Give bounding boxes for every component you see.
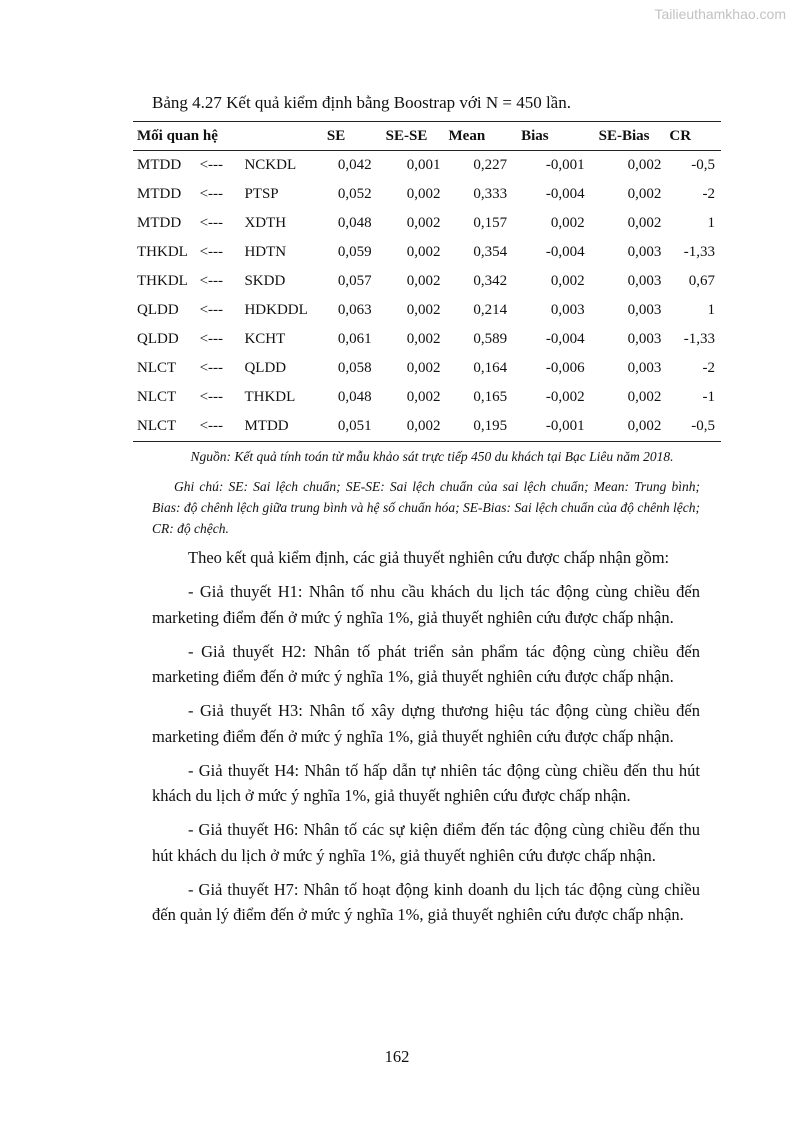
cell-cr: -2: [702, 186, 715, 202]
cell-se-se: 0,002: [406, 389, 441, 405]
cell-from: NLCT: [137, 360, 177, 376]
paragraph: - Giả thuyết H2: Nhân tố phát triển sản phẩm tác động cùng chiều đến marketing điểm đến ở mức ý nghĩa 1%, giả thuyết nghiên cứu được chấp nhận.: [152, 641, 700, 686]
cell-se-bias: 0,003: [627, 273, 662, 289]
cell-se-se: 0,002: [406, 244, 441, 260]
cell-to: HDTN: [244, 244, 287, 260]
cell-to: NCKDL: [244, 157, 297, 173]
table-header-row: [133, 122, 721, 151]
cell-bias: -0,004: [545, 244, 585, 260]
table-row: [133, 296, 721, 325]
cell-cr: -1,33: [683, 331, 715, 347]
cell-mean: 0,214: [473, 302, 508, 318]
glossary-note: Ghi chú: SE: Sai lệch chuẩn; SE-SE: Sai lệch chuẩn của sai lệch chuẩn; Mean: Trung bình; Bias: độ chênh lệch giữa trung bình và hệ số chuẩn hóa; SE-Bias: Sai lệch chuẩn của độ chênh lệch; CR: độ chệch.: [152, 479, 700, 536]
cell-se-se: 0,002: [406, 186, 441, 202]
watermark-text: Tailieuthamkhao.com: [654, 6, 786, 22]
cell-se: 0,061: [337, 331, 372, 347]
table-row: [133, 354, 721, 383]
cell-mean: 0,195: [473, 418, 508, 434]
cell-se: 0,048: [337, 389, 372, 405]
cell-mean: 0,164: [473, 360, 508, 376]
cell-mean: 0,227: [473, 157, 508, 173]
cell-cr: 1: [707, 302, 715, 318]
cell-bias: 0,003: [550, 302, 585, 318]
cell-arrow: <---: [199, 273, 224, 289]
cell-from: MTDD: [137, 215, 182, 231]
table-row: [133, 238, 721, 267]
table-caption: Bảng 4.27 Kết quả kiểm định bằng Boostrap với N = 450 lần.: [152, 93, 571, 112]
cell-mean: 0,354: [473, 244, 508, 260]
page-number: 162: [384, 1047, 410, 1066]
cell-se-se: 0,002: [406, 418, 441, 434]
cell-bias: 0,002: [550, 215, 585, 231]
cell-se-se: 0,002: [406, 360, 441, 376]
header-cr: CR: [669, 127, 692, 144]
bootstrap-results-table: [133, 121, 721, 442]
cell-arrow: <---: [199, 186, 224, 202]
cell-mean: 0,333: [473, 186, 508, 202]
table-row: [133, 151, 721, 181]
cell-cr: -1,33: [683, 244, 715, 260]
cell-se-bias: 0,003: [627, 302, 662, 318]
cell-arrow: <---: [199, 389, 224, 405]
cell-to: QLDD: [244, 360, 287, 376]
cell-bias: -0,001: [545, 157, 585, 173]
header-se-se: SE-SE: [385, 127, 428, 144]
cell-bias: -0,001: [545, 418, 585, 434]
cell-se: 0,057: [337, 273, 372, 289]
cell-from: QLDD: [137, 302, 179, 318]
paragraph: - Giả thuyết H7: Nhân tố hoạt động kinh doanh du lịch tác động cùng chiều đến quản lý điểm đến ở mức ý nghĩa 1%, giả thuyết nghiên cứu được chấp nhận.: [152, 879, 700, 924]
cell-se: 0,063: [337, 302, 372, 318]
cell-from: MTDD: [137, 186, 182, 202]
paragraph: - Giả thuyết H4: Nhân tố hấp dẫn tự nhiên tác động cùng chiều đến thu hút khách du lịch ở mức ý nghĩa 1%, giả thuyết nghiên cứu được chấp nhận.: [152, 760, 700, 805]
paragraph: Theo kết quả kiểm định, các giả thuyết nghiên cứu được chấp nhận gồm:: [188, 548, 670, 567]
cell-cr: 0,67: [688, 273, 715, 289]
cell-arrow: <---: [199, 331, 224, 347]
cell-to: XDTH: [244, 215, 287, 231]
header-relation: Mối quan hệ: [137, 127, 218, 144]
cell-se-se: 0,002: [406, 273, 441, 289]
cell-se: 0,059: [337, 244, 372, 260]
cell-arrow: <---: [199, 302, 224, 318]
header-mean: Mean: [448, 127, 486, 144]
cell-se-bias: 0,003: [627, 244, 662, 260]
cell-se: 0,058: [337, 360, 372, 376]
table-row: [133, 325, 721, 354]
cell-se-se: 0,002: [406, 215, 441, 231]
cell-to: THKDL: [244, 389, 296, 405]
cell-from: NLCT: [137, 418, 177, 434]
cell-se: 0,051: [337, 418, 372, 434]
cell-se-bias: 0,002: [627, 157, 662, 173]
header-se: SE: [326, 127, 346, 144]
cell-to: KCHT: [244, 331, 286, 347]
cell-se-bias: 0,002: [627, 186, 662, 202]
cell-cr: -2: [702, 360, 715, 376]
cell-bias: -0,006: [545, 360, 585, 376]
table-row: [133, 267, 721, 296]
cell-mean: 0,157: [473, 215, 508, 231]
paragraph: - Giả thuyết H1: Nhân tố nhu cầu khách du lịch tác động cùng chiều đến marketing điểm đến ở mức ý nghĩa 1%, giả thuyết nghiên cứu được chấp nhận.: [152, 582, 700, 627]
cell-arrow: <---: [199, 360, 224, 376]
table-row: [133, 209, 721, 238]
cell-bias: 0,002: [550, 273, 585, 289]
cell-arrow: <---: [199, 244, 224, 260]
cell-se-bias: 0,003: [627, 360, 662, 376]
table-row: [133, 383, 721, 412]
cell-arrow: <---: [199, 157, 224, 173]
cell-se: 0,052: [337, 186, 372, 202]
cell-to: PTSP: [244, 186, 279, 202]
cell-cr: -0,5: [691, 418, 715, 434]
cell-se: 0,048: [337, 215, 372, 231]
cell-se-bias: 0,002: [627, 215, 662, 231]
table-row: [133, 180, 721, 209]
header-bias: Bias: [521, 127, 549, 144]
cell-from: NLCT: [137, 389, 177, 405]
cell-se-se: 0,002: [406, 302, 441, 318]
cell-from: QLDD: [137, 331, 179, 347]
cell-arrow: <---: [199, 215, 224, 231]
table-row: [133, 412, 721, 442]
cell-to: SKDD: [244, 273, 286, 289]
paragraph: - Giả thuyết H6: Nhân tố các sự kiện điểm đến tác động cùng chiều đến thu hút khách du lịch ở mức ý nghĩa 1%, giả thuyết nghiên cứu được chấp nhận.: [152, 820, 700, 865]
body-text: [152, 545, 700, 936]
cell-mean: 0,165: [473, 389, 508, 405]
cell-from: MTDD: [137, 157, 182, 173]
cell-bias: -0,004: [545, 331, 585, 347]
cell-se-bias: 0,003: [627, 331, 662, 347]
cell-mean: 0,342: [473, 273, 508, 289]
header-se-bias: SE-Bias: [598, 127, 650, 144]
cell-cr: -0,5: [691, 157, 715, 173]
cell-se-se: 0,002: [406, 331, 441, 347]
source-note: Nguồn: Kết quả tính toán từ mẫu khảo sát trực tiếp 450 du khách tại Bạc Liêu năm 2018.: [190, 449, 674, 464]
cell-cr: -1: [702, 389, 715, 405]
cell-mean: 0,589: [473, 331, 508, 347]
cell-se-se: 0,001: [406, 157, 441, 173]
paragraph: - Giả thuyết H3: Nhân tố xây dựng thương hiệu tác động cùng chiều đến marketing điểm đến ở mức ý nghĩa 1%, giả thuyết nghiên cứu được chấp nhận.: [152, 701, 700, 746]
cell-to: MTDD: [244, 418, 289, 434]
cell-cr: 1: [707, 215, 715, 231]
cell-se-bias: 0,002: [627, 418, 662, 434]
cell-from: THKDL: [137, 273, 188, 289]
cell-se: 0,042: [337, 157, 372, 173]
cell-bias: -0,002: [545, 389, 585, 405]
cell-arrow: <---: [199, 418, 224, 434]
cell-from: THKDL: [137, 244, 188, 260]
cell-bias: -0,004: [545, 186, 585, 202]
cell-to: HDKDDL: [244, 302, 308, 318]
cell-se-bias: 0,002: [627, 389, 662, 405]
